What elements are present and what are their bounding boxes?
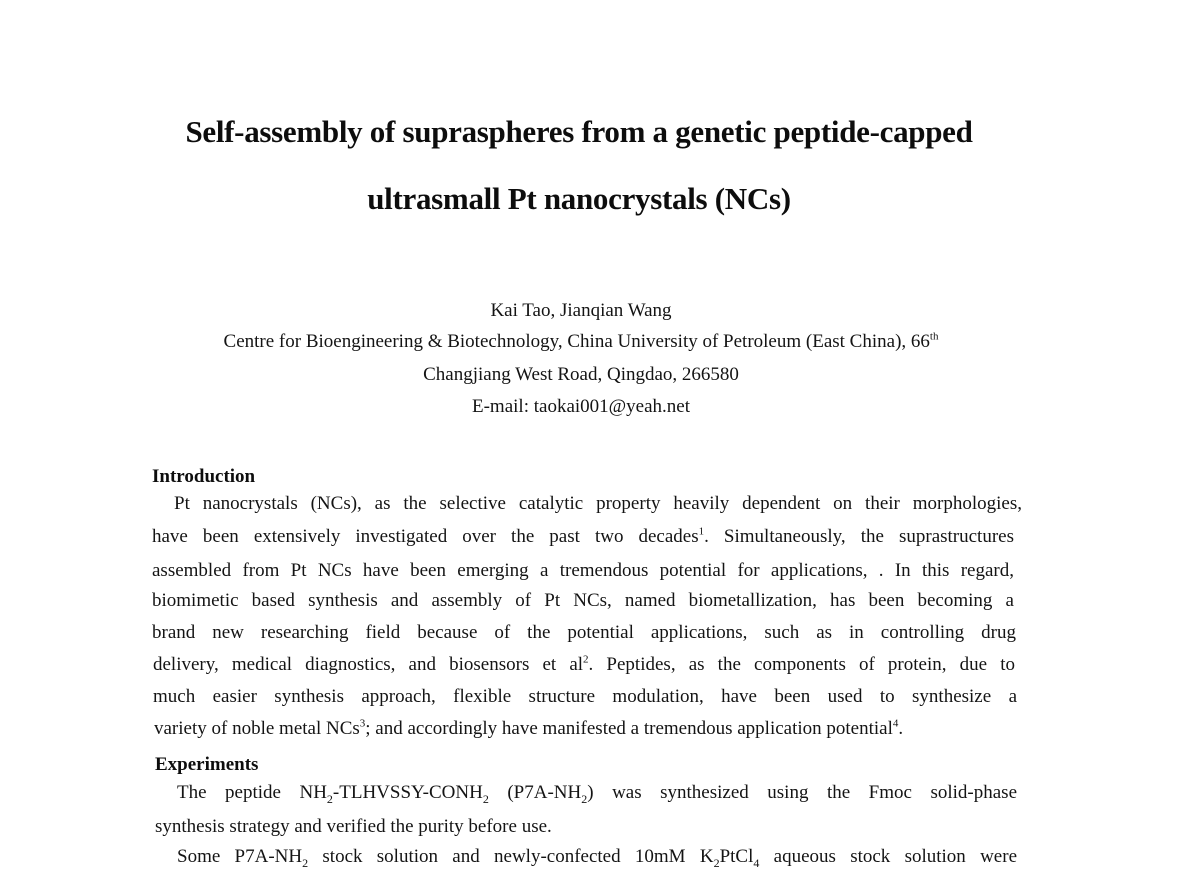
affiliation-text: Centre for Bioengineering & Biotechnology, China University of Petroleum (East China), 66 — [223, 331, 930, 352]
intro-line-4: biomimetic based synthesis and assembly of Pt NCs, named biometallization, has been becoming a — [152, 590, 1014, 611]
intro-line-8-text: variety of noble metal NCs — [154, 718, 360, 739]
intro-line-5: brand new researching field because of the potential applications, such as in controlling drug — [152, 622, 1016, 643]
exp-line-1-text-d: ) was synthesized using the Fmoc solid-phase — [587, 782, 1017, 803]
citation-3: 3 — [359, 717, 366, 730]
exp-line-1-text-b: -TLHVSSY-CONH — [332, 782, 483, 803]
affiliation-line-1 — [0, 331, 1162, 353]
exp-line-1-text-a: The peptide NH — [177, 782, 327, 803]
intro-line-6-text-cont: . Peptides, as the components of protein, due to — [588, 654, 1015, 675]
contact-email: E-mail: taokai001@yeah.net — [472, 396, 690, 417]
section-heading-introduction: Introduction — [152, 466, 256, 487]
intro-line-6 — [153, 654, 1015, 676]
intro-line-3: assembled from Pt NCs have been emerging a tremendous potential for applications, . In this regard, — [152, 560, 1014, 581]
subscript-2: 2 — [482, 791, 489, 806]
exp-line-1-text-c: (P7A-NH — [488, 782, 582, 803]
intro-line-1: Pt nanocrystals (NCs), as the selective catalytic property heavily dependent on their morphologies, — [174, 493, 1022, 514]
section-heading-experiments: Experiments — [155, 754, 259, 775]
experiments-line-3 — [177, 846, 1017, 868]
subscript-4: 4 — [753, 855, 760, 870]
exp-line-3-text-a: Some P7A-NH — [177, 846, 303, 867]
author-list: Kai Tao, Jianqian Wang — [490, 300, 672, 321]
intro-line-6-text: delivery, medical diagnostics, and biosensors et al — [153, 654, 584, 675]
intro-line-8-text-cont: ; and accordingly have manifested a tremendous application potential — [365, 718, 893, 739]
citation-1: 1 — [698, 525, 705, 538]
intro-line-8-period: . — [898, 718, 904, 739]
citation-4: 4 — [892, 717, 899, 730]
intro-line-2-text-cont: . Simultaneously, the suprastructures — [704, 526, 1014, 547]
exp-line-3-text-b: stock solution and newly-confected 10mM K — [308, 846, 714, 867]
subscript-2: 2 — [581, 791, 588, 806]
subscript-2: 2 — [713, 855, 720, 870]
intro-line-2-text: have been extensively investigated over the past two decades — [152, 526, 699, 547]
ordinal-superscript: th — [929, 330, 939, 343]
exp-line-3-text-c: PtCl — [719, 846, 754, 867]
paper-title-line-2: ultrasmall Pt nanocrystals (NCs) — [367, 181, 791, 216]
subscript-2: 2 — [302, 855, 309, 870]
paper-title-line-1: Self-assembly of supraspheres from a genetic peptide-capped — [185, 114, 973, 149]
exp-line-3-text-d: aqueous stock solution were — [759, 846, 1017, 867]
citation-2: 2 — [583, 653, 589, 666]
affiliation-line-2: Changjiang West Road, Qingdao, 266580 — [423, 364, 739, 385]
intro-line-7: much easier synthesis approach, flexible structure modulation, have been used to synthesize a — [153, 686, 1017, 707]
subscript-2: 2 — [326, 791, 333, 806]
experiments-line-2: synthesis strategy and verified the purity before use. — [155, 816, 552, 837]
experiments-line-1 — [177, 782, 1017, 804]
intro-line-8 — [154, 718, 903, 740]
intro-line-2 — [152, 526, 1014, 548]
